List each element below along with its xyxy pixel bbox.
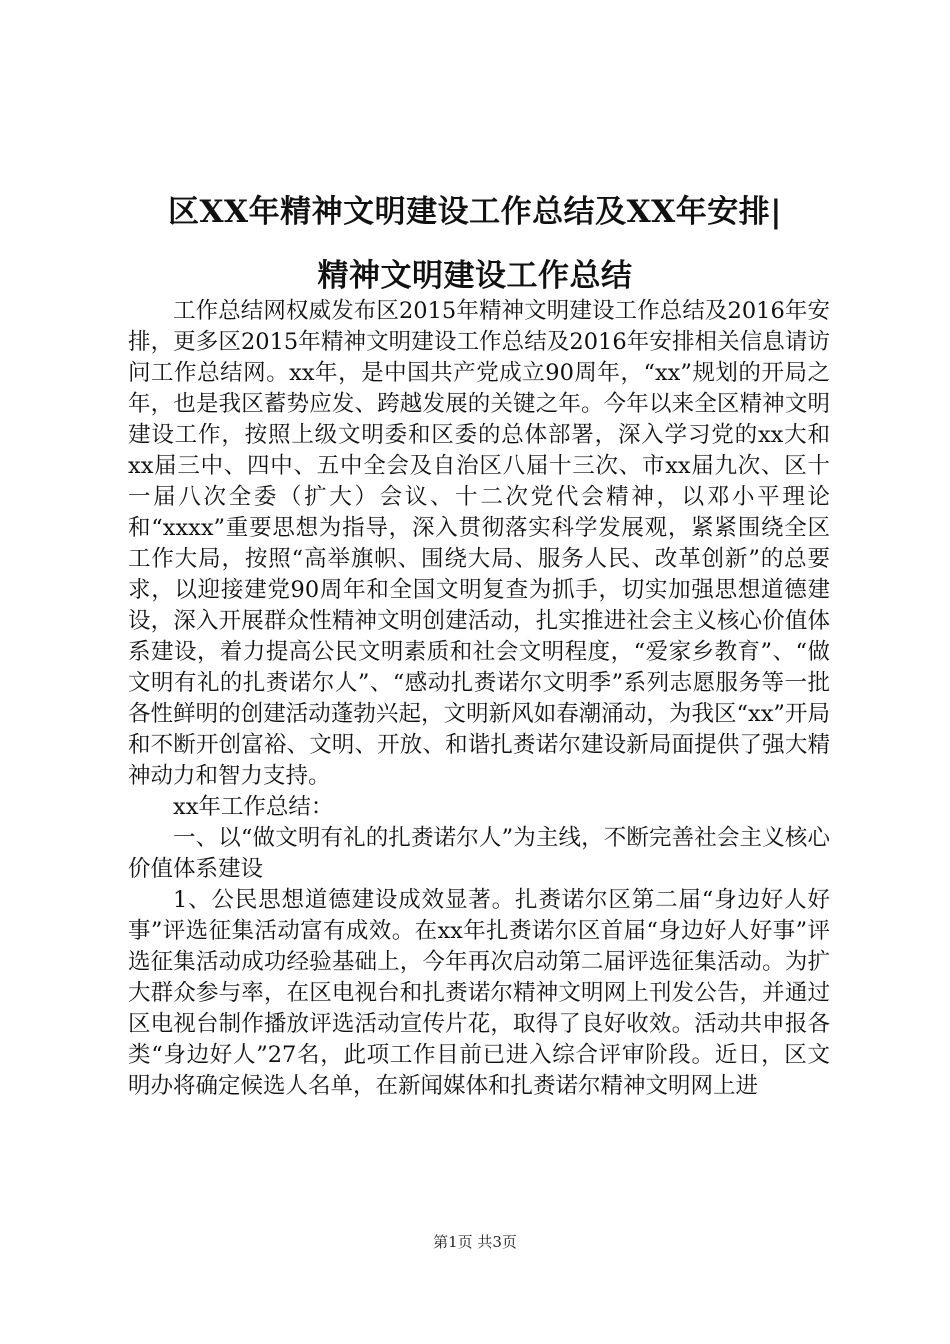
title-line-2: 精神文明建设工作总结 xyxy=(317,258,633,294)
body-paragraph-summary-heading: xx年工作总结： xyxy=(173,794,334,820)
body-paragraph-intro: 工作总结网权威发布区2015年精神文明建设工作总结及2016年安排，更多区2015年精神文明建设工作总结及2016年安排相关信息请访问工作总结网。xx年，是中国共产党成立90周年，“xx”规划的开局之年，也是我区蓄势应发、跨越发展的关键之年。今年以来全区精神文明建设工作，按照上级文明委和区委的总体部署，深入学习党的xx大和xx届三中、四中、五中全会及自治区八届十三次、市xx届九次、区十一届八次全委（扩大）会议、十二次党代会精神，以邓小平理论和“xxxx”重要思想为指导，深入贯彻落实科学发展观，紧紧围绕全区工作大局，按照“高举旗帜、围绕大局、服务人民、改革创新”的总要求，以迎接建党90周年和全国文明复查为抓手，切实加强思想道德建设，深入开展群众性精神文明创建活动，扎实推进社会主义核心价值体系建设，着力提高公民文明素质和社会文明程度，“爱家乡教育”、“做文明有礼的扎赉诺尔人”、“感动扎赉诺尔文明季”系列志愿服务等一批各性鲜明的创建活动蓬勃兴起，文明新风如春潮涌动，为我区“xx”开局和不断开创富裕、文明、开放、和谐扎赉诺尔建设新局面提供了强大精神动力和智力支持。 xyxy=(128,298,830,789)
document-body xyxy=(128,296,830,1102)
body-paragraph-section-one: 一、以“做文明有礼的扎赉诺尔人”为主线，不断完善社会主义核心价值体系建设 xyxy=(128,825,830,882)
page-number-footer: 第1页 共3页 xyxy=(433,1233,517,1251)
title-line-1: 区XX年精神文明建设工作总结及XX年安排| xyxy=(168,194,782,230)
document-title xyxy=(100,180,850,308)
body-paragraph-item-one: 1、公民思想道德建设成效显著。扎赉诺尔区第二届“身边好人好事”评选征集活动富有成效。在xx年扎赉诺尔区首届“身边好人好事”评选征集活动成功经验基础上，今年再次启动第二届评选征集活动。为扩大群众参与率，在区电视台和扎赉诺尔精神文明网上刊发公告，并通过区电视台制作播放评选活动宣传片花，取得了良好收效。活动共申报各类“身边好人”27名，此项工作目前已进入综合评审阶段。近日，区文明办将确定候选人名单，在新闻媒体和扎赉诺尔精神文明网上进 xyxy=(128,887,830,1099)
